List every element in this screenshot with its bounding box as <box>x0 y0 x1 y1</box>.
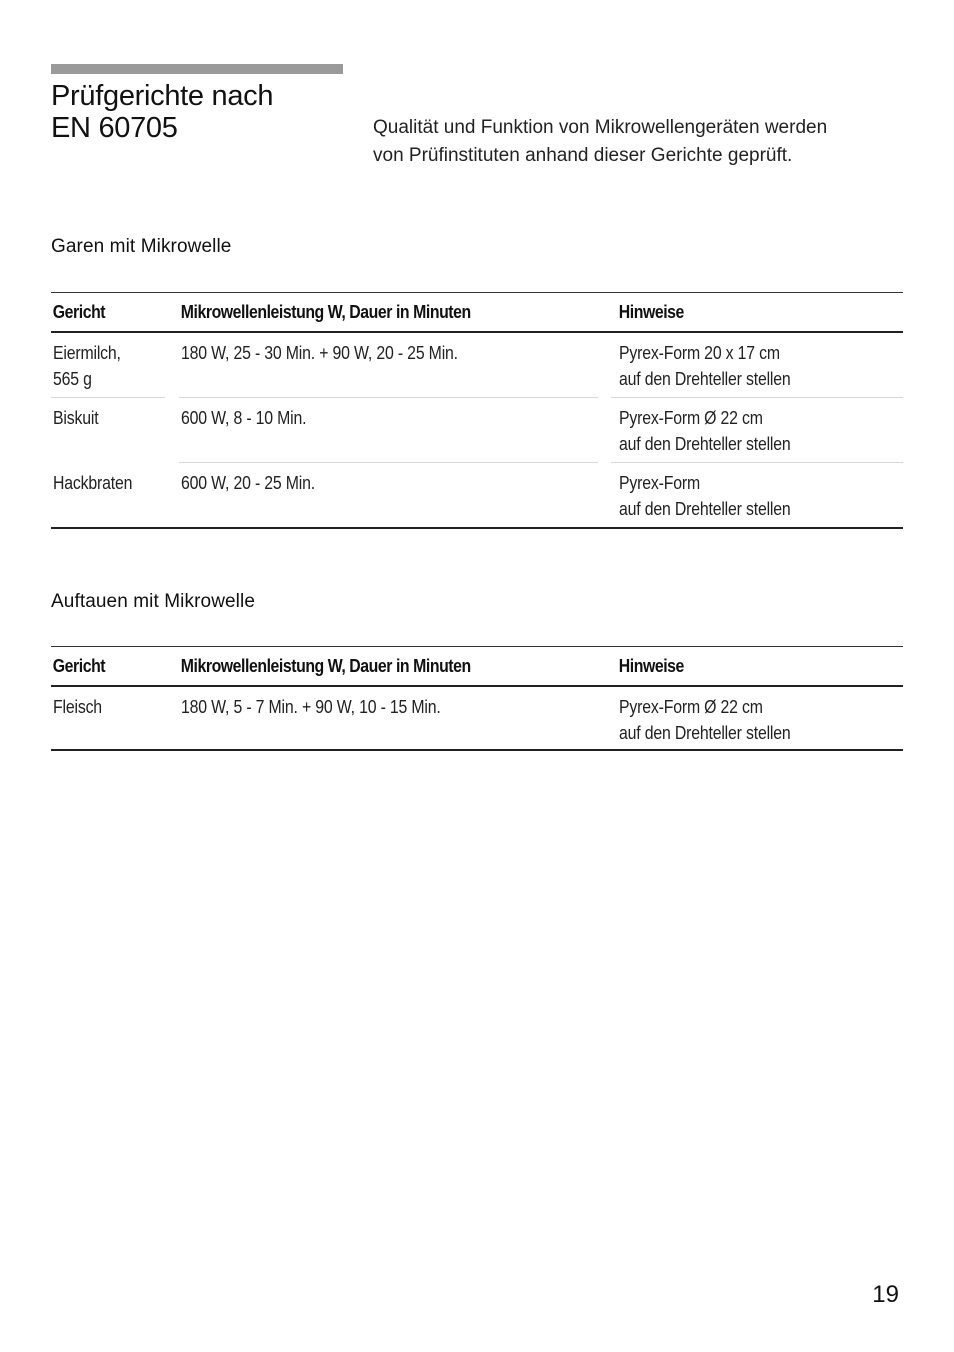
cell-notes: Pyrex-Form 20 x 17 cm auf den Drehteller stellen <box>619 343 791 389</box>
intro-text <box>373 114 913 170</box>
section-heading-auftauen: Auftauen mit Mikrowelle <box>51 591 255 612</box>
table-row <box>51 398 903 463</box>
page-title-line-2: EN 60705 <box>51 112 178 144</box>
cell-power: 600 W, 20 - 25 Min. <box>181 473 316 493</box>
cell-power: 180 W, 5 - 7 Min. + 90 W, 10 - 15 Min. <box>181 697 441 717</box>
cell-power: 180 W, 25 - 30 Min. + 90 W, 20 - 25 Min. <box>181 343 458 363</box>
column-header-gericht: Gericht <box>52 301 106 322</box>
table-row <box>51 687 903 749</box>
page-number: 19 <box>872 1281 899 1308</box>
page-title <box>51 80 351 144</box>
column-header-hinweise: Hinweise <box>618 301 684 322</box>
table-garen <box>51 292 903 529</box>
title-accent-bar <box>51 64 343 74</box>
table-row <box>51 463 903 527</box>
intro-line-1: Qualität und Funktion von Mikrowellengeräten werden <box>373 117 828 138</box>
column-header-gericht: Gericht <box>52 655 106 676</box>
section-heading-garen: Garen mit Mikrowelle <box>51 236 232 257</box>
table-header <box>51 292 903 333</box>
table-row <box>51 333 903 398</box>
cell-dish: Hackbraten <box>53 473 133 493</box>
cell-dish: Fleisch <box>53 697 102 717</box>
cell-notes: Pyrex-Form auf den Drehteller stellen <box>619 473 791 519</box>
column-header-leistung: Mikrowellenleistung W, Dauer in Minuten <box>180 301 471 322</box>
table-bottom-rule <box>51 749 903 751</box>
cell-power: 600 W, 8 - 10 Min. <box>181 408 307 428</box>
table-bottom-rule <box>51 527 903 529</box>
column-header-leistung: Mikrowellenleistung W, Dauer in Minuten <box>180 655 471 676</box>
column-header-hinweise: Hinweise <box>618 655 684 676</box>
cell-notes: Pyrex-Form Ø 22 cm auf den Drehteller stellen <box>619 697 791 743</box>
intro-line-2: von Prüfinstituten anhand dieser Gerichte geprüft. <box>373 145 793 166</box>
cell-notes: Pyrex-Form Ø 22 cm auf den Drehteller stellen <box>619 408 791 454</box>
page-title-line-1: Prüfgerichte nach <box>51 80 274 112</box>
cell-dish: Biskuit <box>53 408 99 428</box>
table-header <box>51 646 903 687</box>
cell-dish: Eiermilch, 565 g <box>53 343 121 389</box>
table-auftauen <box>51 646 903 751</box>
